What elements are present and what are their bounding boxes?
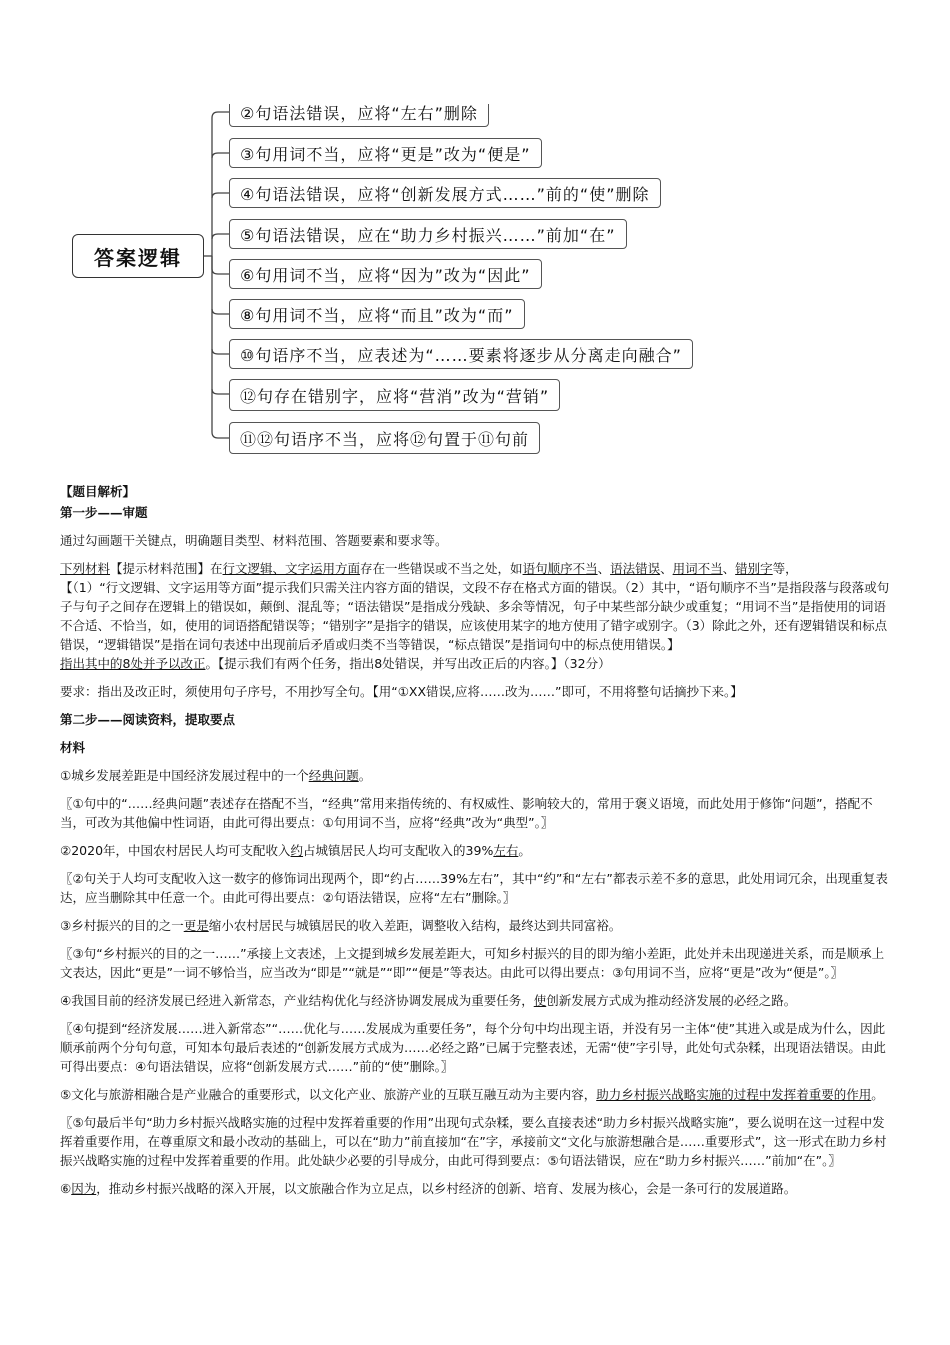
mind-map-node: ②句语法错误，应将“左右”删除 — [229, 97, 489, 127]
mind-map-node: ④句语法错误，应将“创新发展方式……”前的“使”删除 — [229, 178, 661, 208]
material-title: 材料 — [60, 740, 86, 755]
crop-mask — [220, 90, 520, 104]
analysis-note-2: 〖②句关于人均可支配收入这一数字的修饰词出现两个，即“约占……39%左右”，其中“约”和“左右”都表示差不多的意思，此处用词冗余，出现重复表达，应当删除其中任意一个。由此可得出要点：②句语法错误，应将“左右”删除。〗 — [60, 871, 888, 905]
underlined-phrase: 错别字 — [735, 561, 773, 576]
mind-map-node: ⑩句语序不当，应表述为“……要素将逐步从分离走向融合” — [229, 339, 693, 369]
connector-2 — [212, 153, 229, 158]
underlined-phrase: 语法错误 — [610, 561, 661, 576]
mind-map-node: ③句用词不当，应将“更是”改为“便是” — [229, 138, 542, 168]
connector-7 — [212, 349, 229, 354]
mind-map-root: 答案逻辑 — [72, 234, 204, 278]
material-sentence-6: ⑥因为，推动乡村振兴战略的深入开展，以文旅融合作为立足点，以乡村经济的创新、培育、发展为核心，会是一条可行的发展道路。 — [60, 1181, 797, 1196]
underlined-phrase: 指出其中的8处并予以改正 — [60, 656, 206, 671]
material-sentence-1: ①城乡发展差距是中国经济发展过程中的一个经典问题。 — [60, 768, 372, 783]
analysis-article — [60, 482, 894, 1207]
mind-map-node: ⑫句存在错别字，应将“营消”改为“营销” — [229, 379, 560, 411]
underlined-phrase: 用词不当 — [672, 561, 723, 576]
material-sentence-2: ②2020年，中国农村居民人均可支配收入约占城镇居民人均可支配收入的39%左右。 — [60, 843, 531, 858]
question-stem-paragraph: 下列材料【提示材料范围】在行文逻辑、文字运用方面存在一些错误或不当之处，如语句顺序不当、语法错误、用词不当、错别字等， 【（1）“行文逻辑、文字运用等方面”提示我们只需关注内容方面的错误，文段不存在格式方面的错误。（2）其中，“语句顺序不当”是指段落与段落或句子与句子之间存在逻辑上的错误如，颠倒、混乱等；“语法错误”是指成分残缺、多余等情况，句子中某些部分缺少或重复；“用词不当”是指使用的词语不合适、不恰当，如，使用的词语搭配错误等；“错别字”是指字的错误，应该使用某字的地方使用了错字或别字。（3）除此之外，还有逻辑错误和标点错误，“逻辑错误”是指在词句表述中出现前后矛盾或归类不当等错误，“标点错误”是指词句中的标点使用错误。】 指出其中的8处并予以改正。【提示我们有两个任务，指出8处错误，并写出改正后的内容。】（32分） — [60, 561, 890, 671]
analysis-note-1: 〖①句中的“……经典问题”表述存在搭配不当，“经典”常用来指传统的、有权威性、影响较大的，常用于褒义语境，而此处用于修饰“问题”，搭配不当，可改为其他偏中性词语，由此可得出要点：①句用词不当，应将“经典”改为“典型”。〗 — [60, 796, 873, 830]
connector-9 — [212, 256, 229, 438]
underlined-phrase: 语句顺序不当 — [522, 561, 598, 576]
underlined-phrase: 行文逻辑、文字运用方面 — [222, 561, 361, 576]
material-sentence-5: ⑤文化与旅游相融合是产业融合的重要形式，以文化产业、旅游产业的互联互融互动为主要内容，助力乡村振兴战略实施的过程中发挥着重要的作用。 — [60, 1087, 884, 1102]
material-sentence-4: ④我国目前的经济发展已经进入新常态，产业结构优化与经济协调发展成为重要任务，使创新发展方式成为推动经济发展的必经之路。 — [60, 993, 797, 1008]
step1-intro: 通过勾画题干关键点，明确题目类型、材料范围、答题要素和要求等。 — [60, 533, 448, 548]
requirement-paragraph: 要求：指出及改正时，须使用句子序号，不用抄写全句。【用“①XX错误,应将……改为……”即可，不用将整句话摘抄下来。】 — [60, 684, 743, 699]
material-sentence-3: ③乡村振兴的目的之一更是缩小农村居民与城镇居民的收入差距，调整收入结构，最终达到共同富裕。 — [60, 918, 622, 933]
analysis-note-5: 〖⑤句最后半句“助力乡村振兴战略实施的过程中发挥着重要的作用”出现句式杂糅，要么直接表述“助力乡村振兴战略实施”，要么说明在这一过程中发挥着重要作用，在尊重原文和最小改动的基础上，可以在“助力”前直接加“在”字，承接前文“文化与旅游想融合是……重要形式”，这一形式在助力乡村振兴战略实施的过程中发挥着重要的作用。此处缺少必要的引导成分，由此可得到要点：⑤句语法错误，应在“助力乡村振兴……”前加“在”。〗 — [60, 1115, 887, 1168]
mind-map-node: ⑥句用词不当，应将“因为”改为“因此” — [229, 259, 542, 289]
connector-8 — [212, 389, 229, 394]
analysis-note-4: 〖④句提到“经济发展……进入新常态”“……优化与……发展成为重要任务”，每个分句中均出现主语，并没有另一主体“使”其进入或是成为什么，因此顺承前两个分句句意，可知本句最后表述的“创新发展方式成为……必经之路”已属于完整表述，无需“使”字引导，此处句式杂糅，出现语法错误。由此可得出要点：④句语法错误，应将“创新发展方式……”前的“使”删除。〗 — [60, 1021, 886, 1074]
mind-map-node: ⑪⑫句语序不当，应将⑫句置于⑪句前 — [229, 422, 540, 454]
step1-title: 第一步——审题 — [60, 505, 148, 520]
analysis-note-3: 〖③句“乡村振兴的目的之一……”承接上文表述，上文提到城乡发展差距大，可知乡村振兴的目的即为缩小差距，此处并未出现递进关系，而是顺承上文表达，因此“更是”一词不够恰当，应当改为“即是”“就是”“即”“便是”等表达。由此可以得出要点：③句用词不当，应将“更是”改为“便是”。〗 — [60, 946, 885, 980]
connector-5 — [212, 256, 229, 274]
mind-map — [0, 0, 950, 470]
section-title: 【题目解析】 — [60, 484, 136, 499]
connector-6 — [212, 309, 229, 314]
connector-4 — [212, 234, 229, 239]
connector-3 — [212, 193, 229, 198]
step2-title: 第二步——阅读资料，提取要点 — [60, 712, 236, 727]
mind-map-node: ⑧句用词不当，应将“而且”改为“而” — [229, 299, 525, 329]
mind-map-node: ⑤句语法错误，应在“助力乡村振兴……”前加“在” — [229, 219, 627, 249]
underlined-phrase: 下列材料 — [60, 561, 111, 576]
